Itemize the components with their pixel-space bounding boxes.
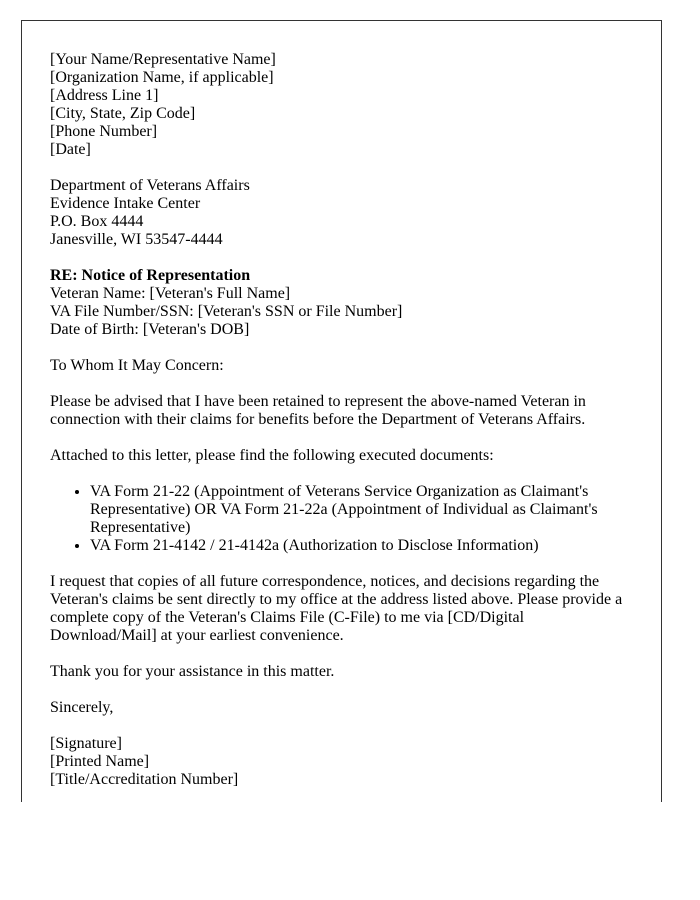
sender-city-state-zip-line: [City, State, Zip Code]	[50, 105, 196, 122]
sender-organization-line: [Organization Name, if applicable]	[50, 69, 274, 86]
veteran-name-line: Veteran Name: [Veteran's Full Name]	[50, 285, 291, 302]
recipient-city-line: Janesville, WI 53547-4444	[50, 231, 223, 248]
paragraph-request: I request that copies of all future correspondence, notices, and decisions regarding the Veteran's claims be sent directly to my office at the address listed above. Please provide a complete copy of the Veteran's Claims File (C-File) to me via [CD/Digital Download/Mail] at your earliest convenience.	[50, 573, 623, 644]
letter-page	[21, 20, 662, 802]
printed-name-line: [Printed Name]	[50, 753, 150, 770]
recipient-department-line: Department of Veterans Affairs	[50, 177, 250, 194]
sender-date-line: [Date]	[50, 141, 91, 158]
sender-phone-line: [Phone Number]	[50, 123, 158, 140]
title-accreditation-line: [Title/Accreditation Number]	[50, 771, 239, 788]
paragraph-attachments-intro: Attached to this letter, please find the following executed documents:	[50, 447, 494, 464]
recipient-po-box-line: P.O. Box 4444	[50, 213, 144, 230]
salutation: To Whom It May Concern:	[50, 357, 224, 374]
date-of-birth-line: Date of Birth: [Veteran's DOB]	[50, 321, 250, 338]
va-file-number-line: VA File Number/SSN: [Veteran's SSN or File Number]	[50, 303, 403, 320]
subject-block	[50, 267, 633, 339]
sender-address-line: [Address Line 1]	[50, 87, 159, 104]
attachment-item-form-21-22: • VA Form 21-22 (Appointment of Veterans Service Organization as Claimant's Representative) OR VA Form 21-22a (Appointment of Individual as Claimant's Representative)	[90, 483, 633, 537]
closing: Sincerely,	[50, 699, 114, 716]
sender-block	[50, 51, 633, 159]
attachment-item-form-21-4142: • VA Form 21-4142 / 21-4142a (Authorization to Disclose Information)	[90, 537, 633, 555]
attachments-list	[50, 483, 633, 555]
recipient-center-line: Evidence Intake Center	[50, 195, 201, 212]
sender-name-line: [Your Name/Representative Name]	[50, 51, 276, 68]
subject-re-line: RE: Notice of Representation	[50, 267, 251, 284]
signature-line: [Signature]	[50, 735, 122, 752]
paragraph-retained: Please be advised that I have been retained to represent the above-named Veteran in connection with their claims for benefits before the Department of Veterans Affairs.	[50, 393, 586, 428]
recipient-block	[50, 177, 633, 249]
paragraph-thanks: Thank you for your assistance in this matter.	[50, 663, 335, 680]
signature-block	[50, 735, 633, 789]
